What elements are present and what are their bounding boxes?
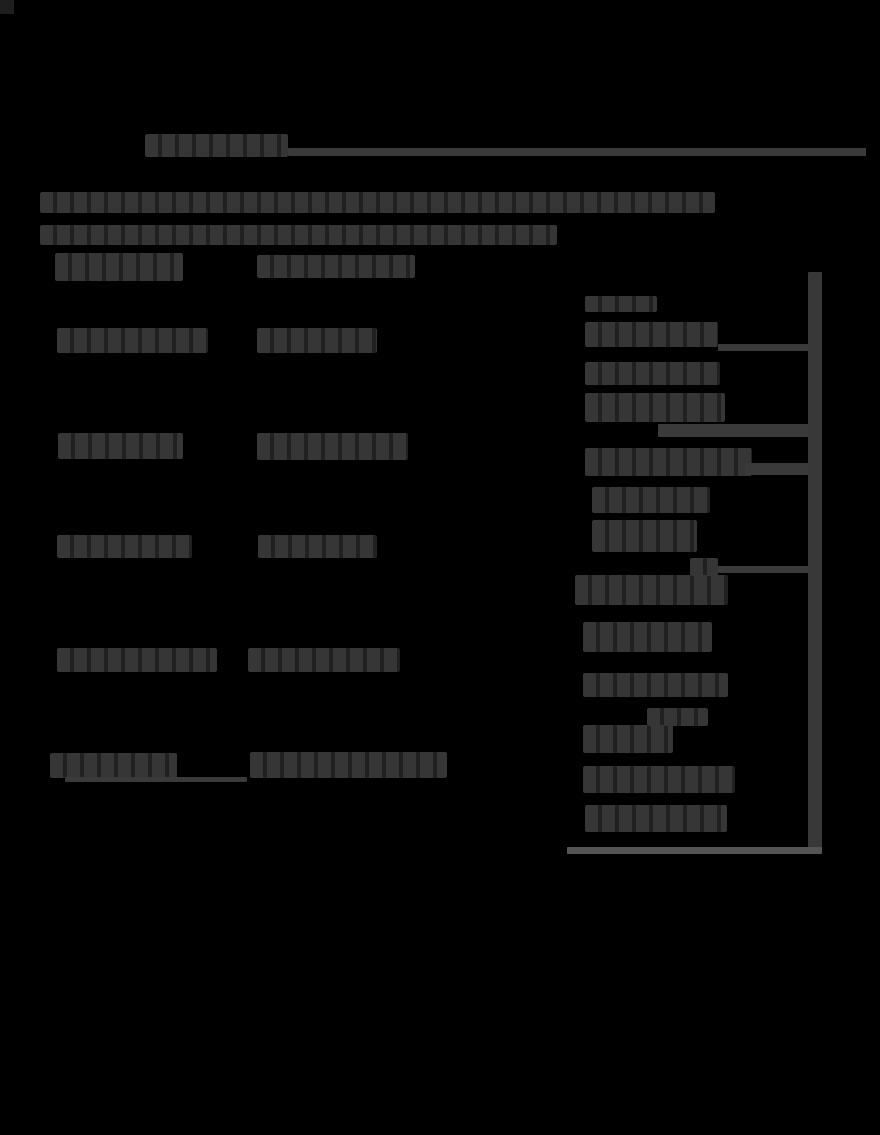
bracket-bottom-rule — [567, 847, 822, 854]
option-g-ascender-blob — [690, 558, 718, 576]
question-1-right-blob — [257, 255, 415, 278]
question-2-left-blob — [57, 328, 208, 353]
question-4-left-blob — [57, 535, 192, 558]
title-blob — [145, 134, 288, 157]
title-rule — [288, 148, 866, 156]
option-i-blob — [583, 673, 728, 697]
question-3-right-blob — [257, 433, 408, 460]
question-6-right-blob — [250, 752, 447, 778]
option-j-blob — [583, 725, 673, 753]
option-f-blob — [592, 520, 697, 552]
question-1-left-blob — [55, 253, 183, 281]
question-4-right-blob — [258, 535, 377, 558]
instructions-line-2-blob — [40, 225, 557, 245]
question-5-right-blob — [248, 648, 400, 672]
corner-speck — [0, 0, 14, 14]
option-h-blob — [583, 622, 712, 652]
option-a-blob — [585, 322, 718, 347]
question-3-left-blob — [58, 433, 183, 459]
option-g-blob — [575, 575, 728, 605]
options-header-blob — [585, 296, 657, 312]
bracket-connector-2 — [658, 424, 810, 437]
bracket-connector-3 — [745, 463, 810, 475]
option-d-blob — [585, 448, 752, 476]
option-k-blob — [583, 766, 735, 793]
option-l-blob — [585, 805, 727, 832]
instructions-line-1-blob — [40, 192, 715, 213]
option-b-blob — [585, 362, 720, 385]
bracket-connector-1 — [718, 344, 810, 351]
question-6-left-blob — [50, 753, 177, 778]
option-c-blob — [585, 393, 725, 422]
bracket-vertical-rule — [808, 272, 822, 853]
question-5-left-blob — [57, 648, 217, 672]
question-6-answer-rule — [65, 777, 247, 782]
question-2-right-blob — [257, 328, 377, 353]
option-j-superscript-blob — [647, 708, 708, 726]
option-e-blob — [592, 487, 710, 513]
bracket-connector-4 — [718, 566, 810, 573]
